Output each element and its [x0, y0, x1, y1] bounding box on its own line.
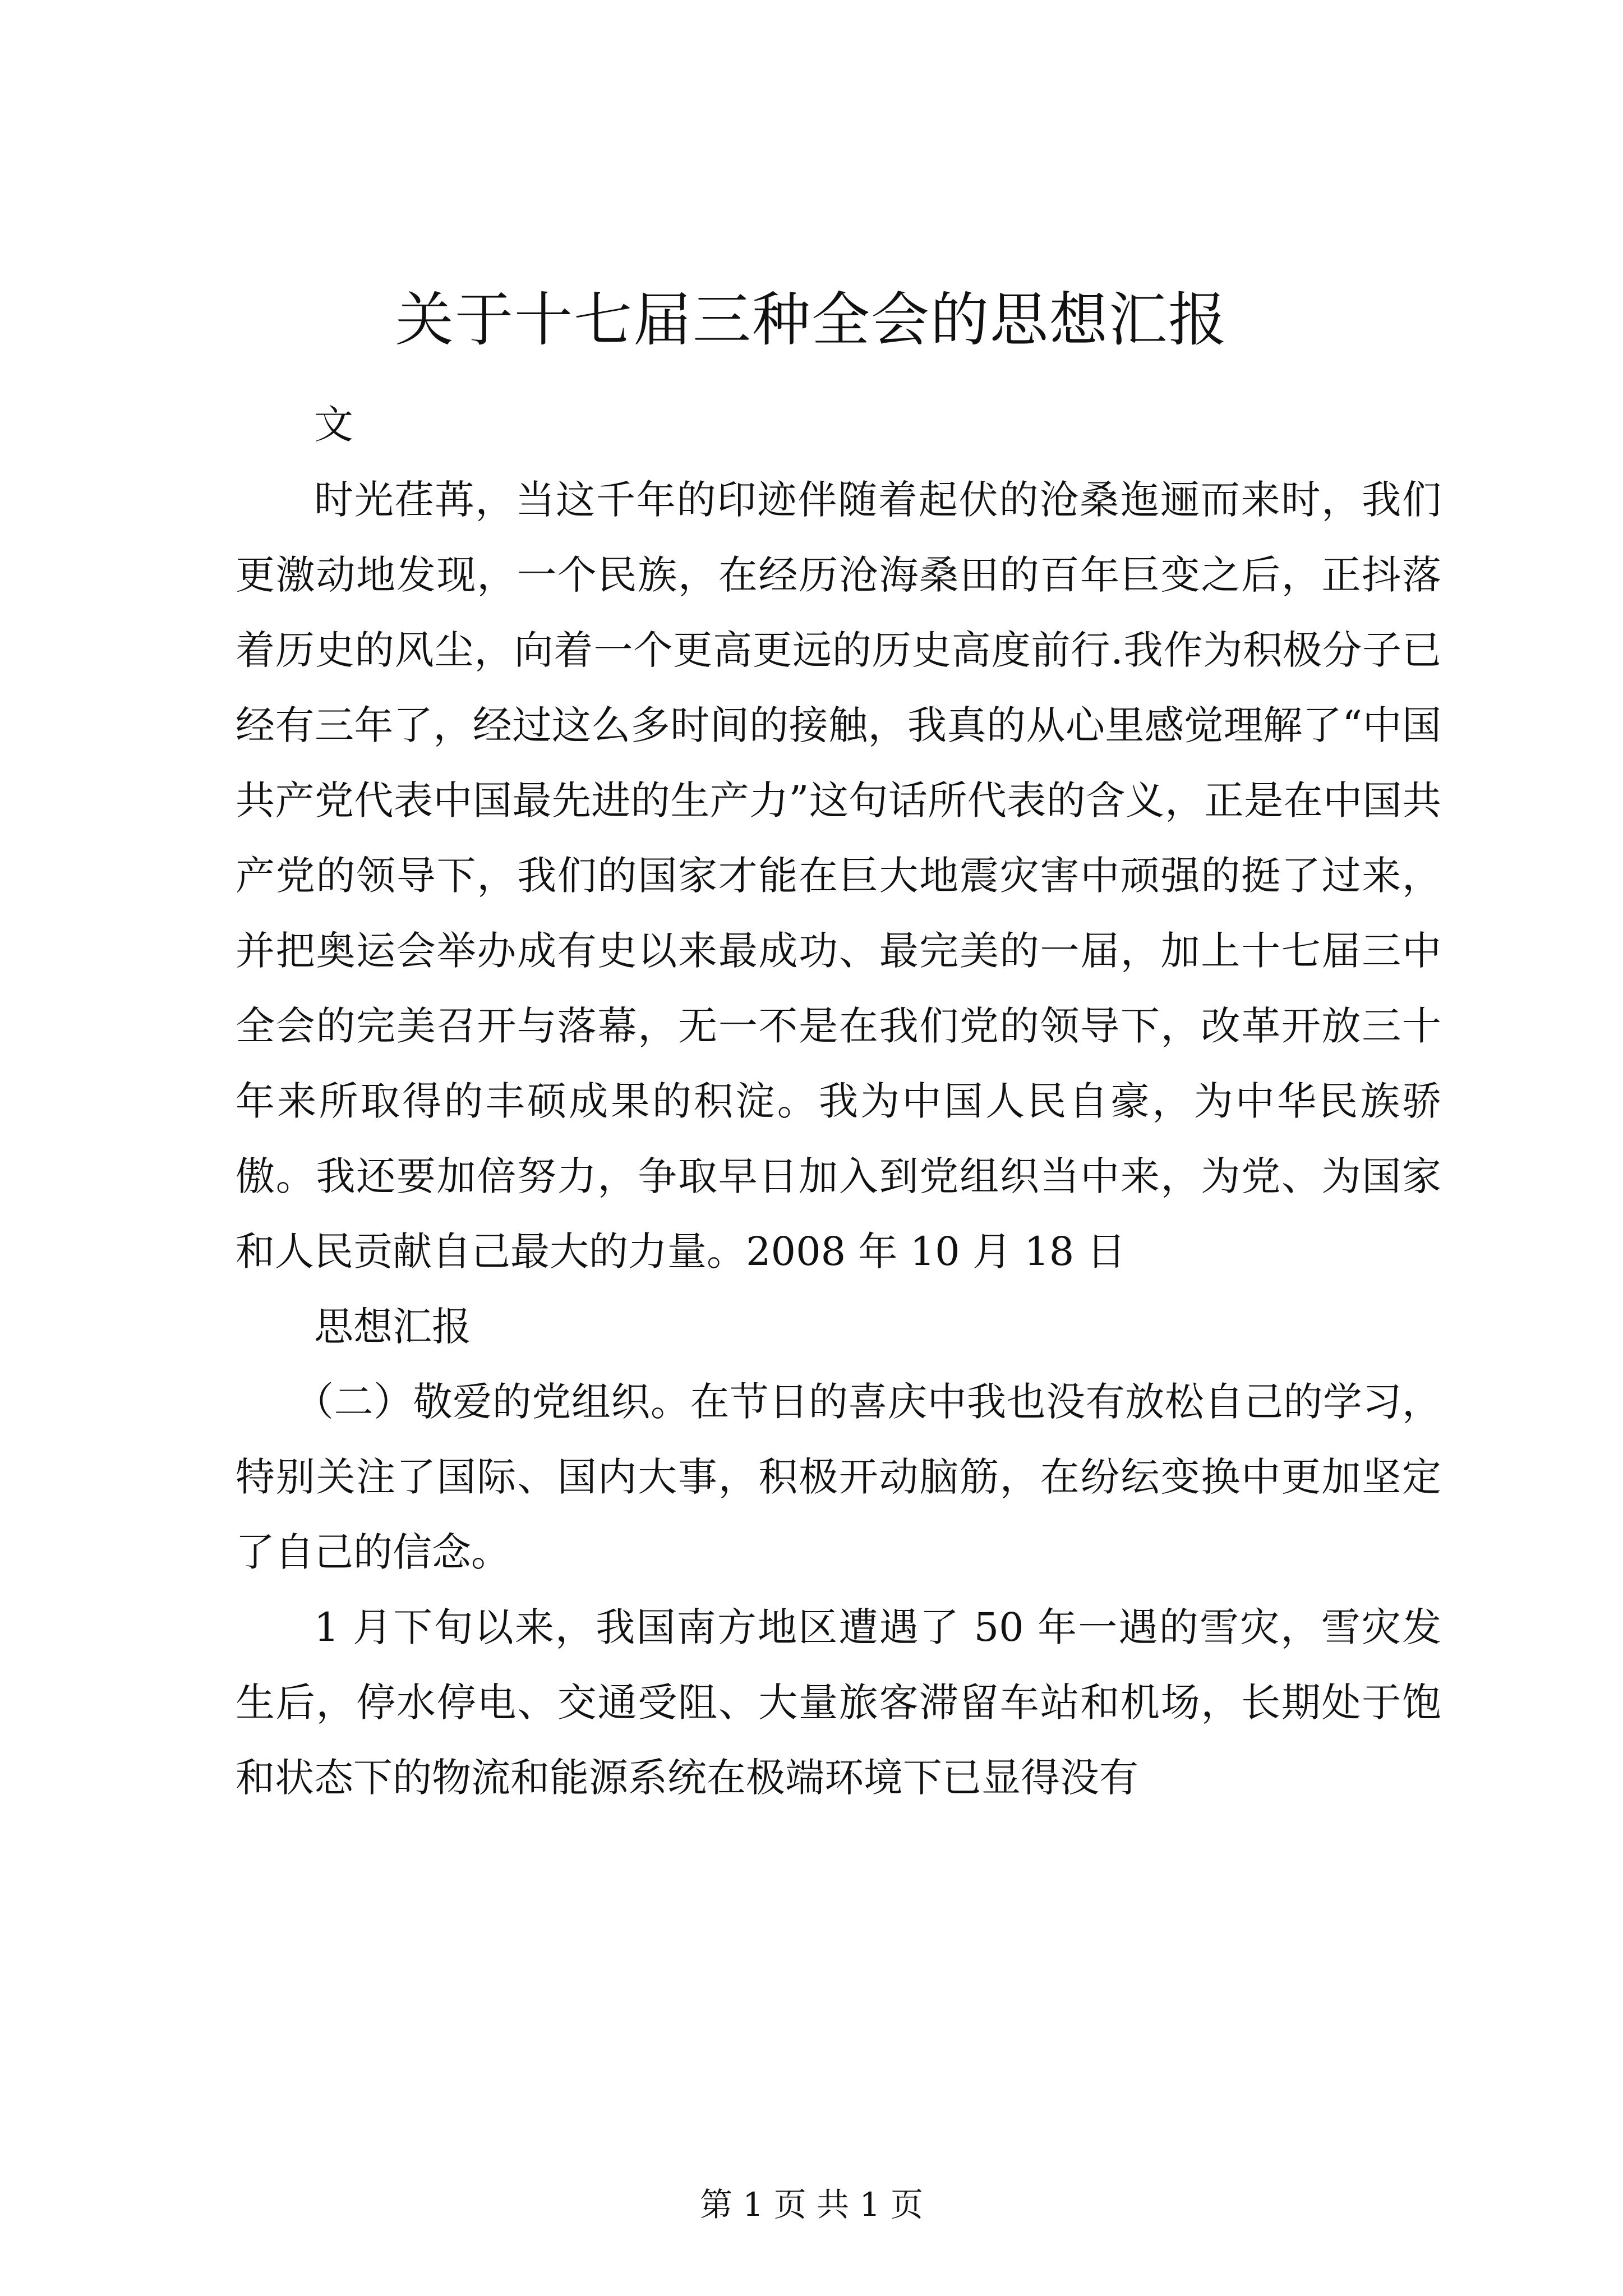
report-date: 2008 年 10 月 18 日	[746, 1228, 1126, 1274]
paragraph-3: 1 月下旬以来，我国南方地区遭遇了 50 年一遇的雪灾，雪灾发生后，停水停电、交通受阻、大量旅客滞留车站和机场，长期处于饱和状态下的物流和能源系统在极端环境下已显得没有	[236, 1604, 1441, 1801]
section-heading: 思想汇报	[314, 1304, 471, 1350]
paragraph-2: （二）敬爱的党组织。在节日的喜庆中我也没有放松自己的学习，特别关注了国际、国内大事，积极开动脑筋，在纷纭变换中更加坚定了自己的信念。	[236, 1379, 1441, 1575]
page-footer: 第 1 页 共 1 页	[700, 2185, 923, 2224]
document-title: 关于十七届三种全会的思想汇报	[395, 286, 1228, 354]
author-line: 文	[314, 402, 353, 448]
document-body	[236, 387, 1441, 1815]
paragraph-1-text: 时光荏苒，当这千年的印迹伴随着起伏的沧桑迤逦而来时，我们更激动地发现，一个民族，在经历沧海桑田的百年巨变之后，正抖落着历史的风尘，向着一个更高更远的历史高度前行.我作为积极分子已经有三年了，经过这么多时间的接触，我真的从心里感觉理解了“中国共产党代表中国最先进的生产力”这句话所代表的含义，正是在中国共产党的领导下，我们的国家才能在巨大地震灾害中顽强的挺了过来，并把奥运会举办成有史以来最成功、最完美的一届，加上十七届三中全会的完美召开与落幕，无一不是在我们党的领导下，改革开放三十年来所取得的丰硕成果的积淀。我为中国人民自豪，为中华民族骄傲。我还要加倍努力，争取早日加入到党组织当中来，为党、为国家和人民贡献自己最大的力量。	[236, 477, 1441, 1274]
paragraph-1	[236, 462, 1441, 1289]
